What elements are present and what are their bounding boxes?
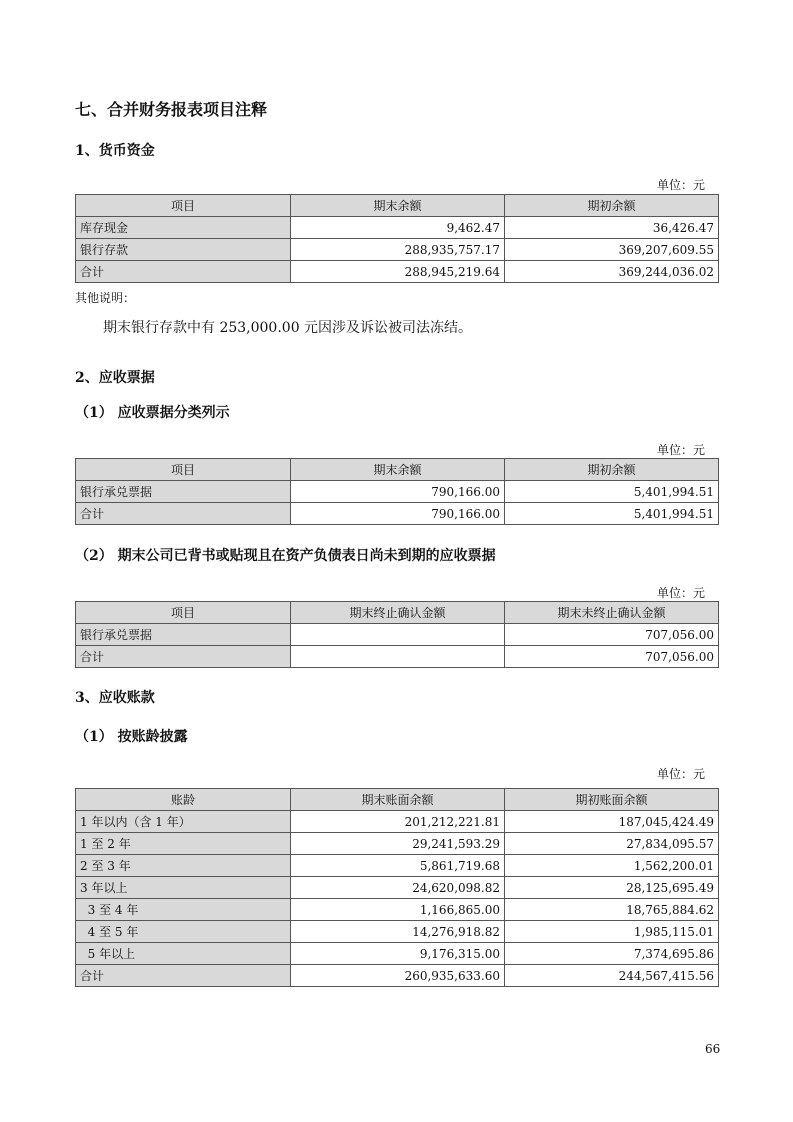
- row-label: 合计: [76, 503, 291, 525]
- other-notes-label: 其他说明：: [75, 291, 136, 305]
- unit-label: 单位：元: [656, 178, 705, 192]
- column-header: 项目: [76, 195, 291, 217]
- cell-value: [291, 646, 505, 668]
- column-header: 项目: [76, 602, 291, 624]
- row-label: 银行承兑票据: [76, 624, 291, 646]
- cell-value: 790,166.00: [291, 503, 505, 525]
- cell-value: 24,620,098.82: [291, 877, 505, 899]
- cell-value: 7,374,695.86: [505, 943, 719, 965]
- table-row: [76, 217, 719, 239]
- notes-classification-table: [75, 458, 719, 525]
- column-header: 期初余额: [505, 459, 719, 481]
- table-row: [76, 481, 719, 503]
- cell-value: 5,401,994.51: [505, 481, 719, 503]
- column-header: 期初账面余额: [505, 789, 719, 811]
- cell-value: 707,056.00: [505, 646, 719, 668]
- table-row: [76, 855, 719, 877]
- table-row: [76, 811, 719, 833]
- cell-value: 288,945,219.64: [291, 261, 505, 283]
- page-number: 66: [705, 1042, 721, 1056]
- cell-value: 36,426.47: [505, 217, 719, 239]
- cell-value: 5,401,994.51: [505, 503, 719, 525]
- heading-notes-receivable: 2、应收票据: [75, 370, 155, 386]
- unit-label: 单位：元: [656, 586, 705, 600]
- unit-label: 单位：元: [656, 443, 705, 457]
- cell-value: 5,861,719.68: [291, 855, 505, 877]
- column-header: 期初余额: [505, 195, 719, 217]
- column-header: 期末余额: [291, 459, 505, 481]
- subheading-classification: （1） 应收票据分类列示: [75, 405, 230, 421]
- subheading-aging: （1） 按账龄披露: [75, 729, 188, 745]
- cell-value: 244,567,415.56: [505, 965, 719, 987]
- row-label: 3 年以上: [76, 877, 291, 899]
- cell-value: 14,276,918.82: [291, 921, 505, 943]
- row-label: 合计: [76, 261, 291, 283]
- cell-value: 369,244,036.02: [505, 261, 719, 283]
- column-header: 期末账面余额: [291, 789, 505, 811]
- unit-label: 单位：元: [656, 767, 705, 781]
- table-row: [76, 239, 719, 261]
- cell-value: 1,985,115.01: [505, 921, 719, 943]
- table-row: [76, 921, 719, 943]
- cell-value: 27,834,095.57: [505, 833, 719, 855]
- column-header: 期末余额: [291, 195, 505, 217]
- row-label: 1 年以内（含 1 年）: [76, 811, 291, 833]
- cell-value: 201,212,221.81: [291, 811, 505, 833]
- section-title: 七、合并财务报表项目注释: [75, 100, 268, 119]
- heading-accounts-receivable: 3、应收账款: [75, 690, 155, 706]
- cell-value: 369,207,609.55: [505, 239, 719, 261]
- table-header-row: [76, 459, 719, 481]
- row-label: 3 至 4 年: [76, 899, 291, 921]
- cell-value: 29,241,593.29: [291, 833, 505, 855]
- column-header: 账龄: [76, 789, 291, 811]
- endorsed-notes-table: [75, 601, 719, 668]
- cell-value: 9,176,315.00: [291, 943, 505, 965]
- cell-value: 288,935,757.17: [291, 239, 505, 261]
- row-label: 合计: [76, 646, 291, 668]
- cell-value: [291, 624, 505, 646]
- column-header: 期末未终止确认金额: [505, 602, 719, 624]
- cell-value: 260,935,633.60: [291, 965, 505, 987]
- row-label: 合计: [76, 965, 291, 987]
- cell-value: 28,125,695.49: [505, 877, 719, 899]
- row-label: 1 至 2 年: [76, 833, 291, 855]
- heading-cash: 1、货币资金: [75, 143, 155, 159]
- cell-value: 18,765,884.62: [505, 899, 719, 921]
- cell-value: 1,562,200.01: [505, 855, 719, 877]
- column-header: 项目: [76, 459, 291, 481]
- cell-value: 187,045,424.49: [505, 811, 719, 833]
- cash-table: [75, 194, 719, 283]
- row-label: 银行存款: [76, 239, 291, 261]
- column-header: 期末终止确认金额: [291, 602, 505, 624]
- table-header-row: [76, 789, 719, 811]
- table-row: [76, 943, 719, 965]
- table-header-row: [76, 602, 719, 624]
- table-row: [76, 833, 719, 855]
- cell-value: 9,462.47: [291, 217, 505, 239]
- row-label: 银行承兑票据: [76, 481, 291, 503]
- cell-value: 1,166,865.00: [291, 899, 505, 921]
- table-row: [76, 624, 719, 646]
- table-row: [76, 646, 719, 668]
- table-header-row: [76, 195, 719, 217]
- aging-table: [75, 788, 719, 987]
- table-row: [76, 965, 719, 987]
- table-row: [76, 899, 719, 921]
- table-row: [76, 877, 719, 899]
- row-label: 2 至 3 年: [76, 855, 291, 877]
- cell-value: 790,166.00: [291, 481, 505, 503]
- row-label: 4 至 5 年: [76, 921, 291, 943]
- subheading-endorsed: （2） 期末公司已背书或贴现且在资产负债表日尚未到期的应收票据: [75, 548, 496, 564]
- table-row: [76, 503, 719, 525]
- table-row: [76, 261, 719, 283]
- other-notes-text: 期末银行存款中有 253,000.00 元因涉及诉讼被司法冻结。: [103, 320, 473, 336]
- row-label: 库存现金: [76, 217, 291, 239]
- row-label: 5 年以上: [76, 943, 291, 965]
- cell-value: 707,056.00: [505, 624, 719, 646]
